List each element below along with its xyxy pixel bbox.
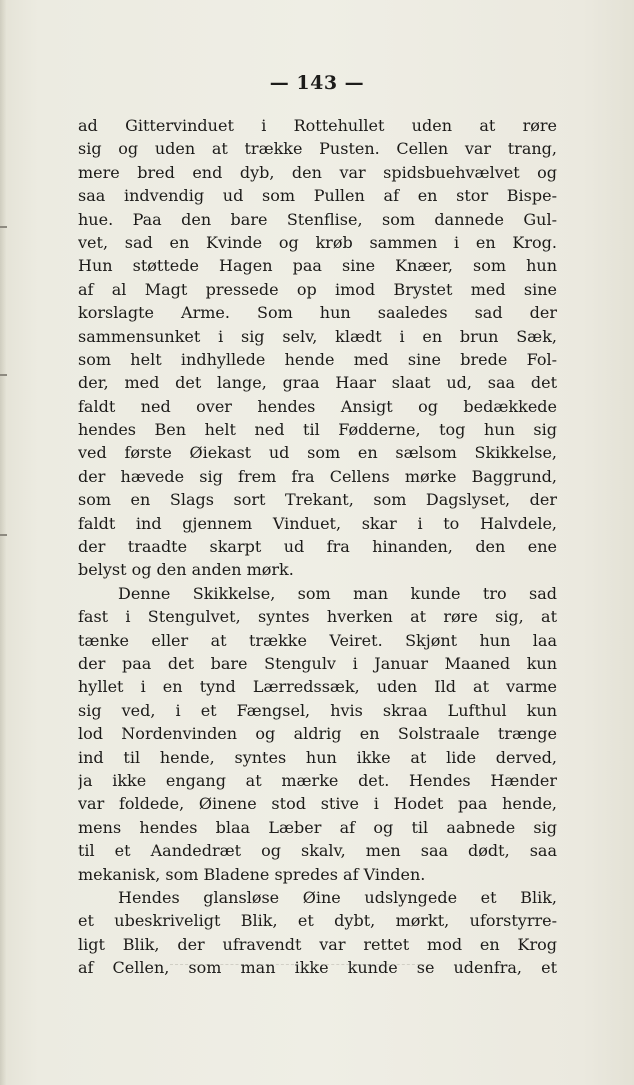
text-line: korslagte Arme. Som hun saaledes sad der [78, 303, 557, 323]
text-line: lod Nordenvinden og aldrig en Solstraale trænge [78, 724, 557, 744]
text-line: hendes Ben helt ned til Fødderne, tog hun sig [78, 420, 557, 440]
text-line: af al Magt pressede op imod Brystet med sine [78, 279, 557, 299]
text-line: sammensunket i sig selv, klædt i en brun Sæk, [78, 326, 557, 346]
edge-mark [0, 374, 7, 376]
text-line: mekanisk, som Bladene spredes af Vinden. [78, 864, 426, 884]
text-line: et ubeskriveligt Blik, et dybt, mørkt, uforstyrre- [78, 911, 557, 931]
text-line: ligt Blik, der ufravendt var rettet mod en Krog [78, 934, 557, 954]
edge-mark [0, 534, 7, 536]
edge-mark [0, 226, 7, 228]
page-left-edge [0, 0, 6, 1085]
text-line: Hendes glansløse Øine udslyngede et Blik, [118, 887, 557, 907]
text-line: Denne Skikkelse, som man kunde tro sad [118, 583, 557, 603]
text-line: som en Slags sort Trekant, som Dagslyset, der [78, 490, 557, 510]
text-line: der hævede sig frem fra Cellens mørke Baggrund, [78, 466, 557, 486]
text-line: saa indvendig ud som Pullen af en stor Bispe- [78, 186, 557, 206]
page-number: — 143 — [269, 72, 365, 94]
text-line: Hun støttede Hagen paa sine Knæer, som hun [78, 256, 557, 276]
text-line: fast i Stengulvet, syntes hverken at røre sig, at [78, 607, 557, 627]
text-line: var foldede, Øinene stod stive i Hodet paa hende, [78, 794, 557, 814]
text-line: ind til hende, syntes hun ikke at lide derved, [78, 747, 557, 767]
text-line: faldt ind gjennem Vinduet, skar i to Halvdele, [78, 513, 557, 533]
text-line: ved første Øiekast ud som en sælsom Skikkelse, [78, 443, 557, 463]
text-line: hyllet i en tynd Lærredssæk, uden Ild at varme [78, 677, 557, 697]
text-line: der traadte skarpt ud fra hinanden, den ene [78, 537, 557, 557]
text-line: vet, sad en Kvinde og krøb sammen i en Krog. [78, 232, 557, 252]
text-line: der, med det lange, graa Haar slaat ud, saa det [78, 373, 557, 393]
print-smudge [170, 964, 430, 979]
text-line: til et Aandedræt og skalv, men saa dødt, saa [78, 841, 557, 861]
body-text [78, 114, 557, 979]
text-line: mere bred end dyb, den var spidsbuehvælvet og [78, 162, 557, 182]
text-line: mens hendes blaa Læber af og til aabnede sig [78, 817, 557, 837]
text-line: sig ved, i et Fængsel, hvis skraa Lufthul kun [78, 700, 557, 720]
text-line: der paa det bare Stengulv i Januar Maaned kun [78, 653, 557, 673]
text-line: ja ikke engang at mærke det. Hendes Hænder [78, 770, 557, 790]
text-line: af Cellen, som man ikke kunde se udenfra, et [78, 958, 557, 978]
text-line: faldt ned over hendes Ansigt og bedækkede [78, 396, 557, 416]
text-line: belyst og den anden mørk. [78, 560, 294, 580]
text-line: hue. Paa den bare Stenflise, som dannede Gul- [78, 209, 557, 229]
text-line: tænke eller at trække Veiret. Skjønt hun laa [78, 630, 557, 650]
text-line: sig og uden at trække Pusten. Cellen var trang, [78, 139, 557, 159]
text-line: ad Gittervinduet i Rottehullet uden at røre [78, 116, 557, 135]
text-line: som helt indhyllede hende med sine brede Fol- [78, 349, 557, 369]
